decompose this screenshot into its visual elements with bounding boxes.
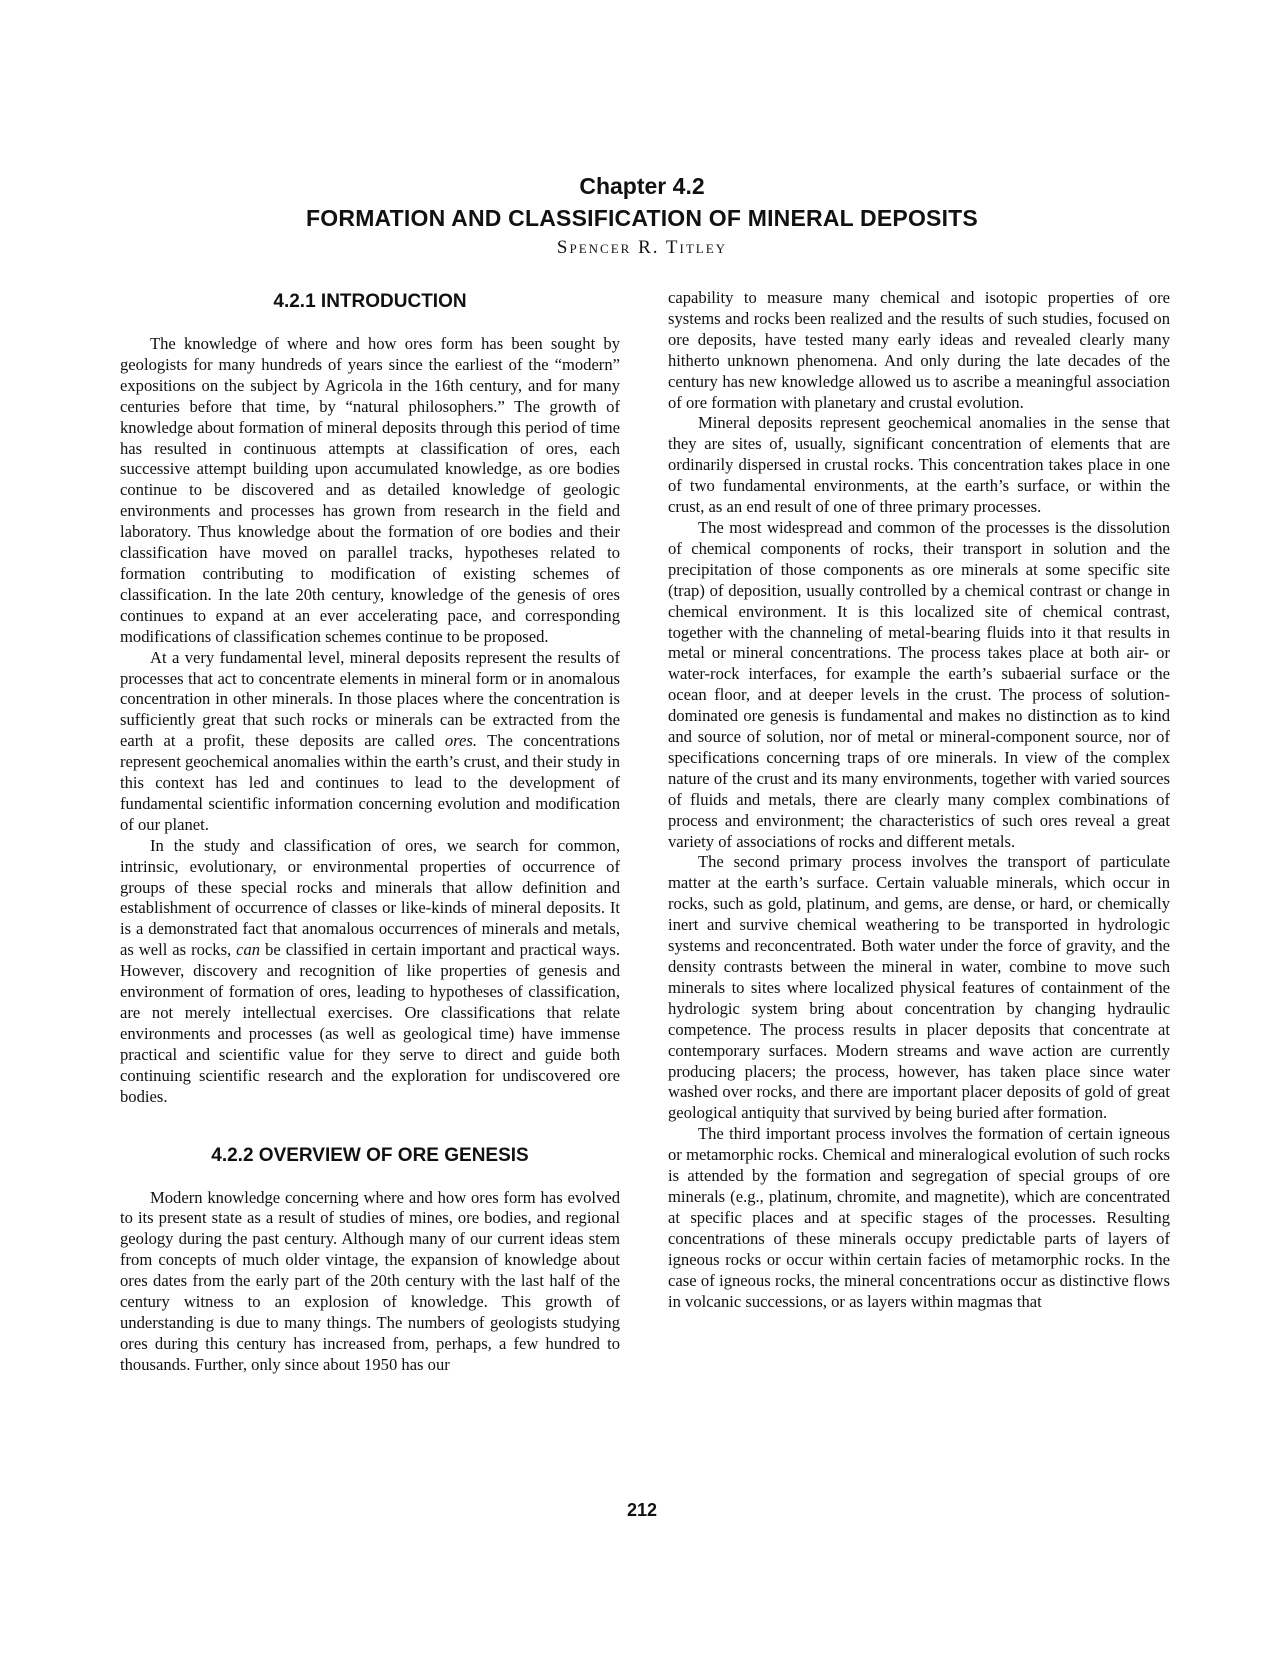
paragraph: The most widespread and common of the processes is the dissolution of chemical components of rocks, their transport in solution and the precipitation of those components as ore minerals at some specific site (trap) of deposition, usually controlled by a chemical contrast or change in chemical environment. It is this localized site of chemical contrast, together with the channeling of metal-bearing fluids into it that results in metal or mineral concentrations. The process takes place at both air- or water-rock interfaces, for example the earth’s subaerial surface or the ocean floor, and at deeper levels in the crust. The process of solution-dominated ore genesis is fundamental and makes no distinction as to kind and source of solution, nor of metal or mineral-component source, nor of specifications concerning traps of ore minerals. In view of the complex nature of the crust and its many environments, together with varied sources of fluids and metals, there are clearly many complex combinations of process and environment; the characteristics of such ores reveal a great variety of associations of rocks and different metals. bbox=[668, 517, 1170, 851]
right-column bbox=[668, 288, 1170, 1312]
left-column bbox=[120, 290, 620, 1376]
page-number: 212 bbox=[626, 1500, 658, 1520]
emphasis-text: ores. bbox=[444, 731, 477, 751]
paragraph: The knowledge of where and how ores form has been sought by geologists for many hundreds of years since the earliest of the “modern” expositions on the subject by Agricola in the 16th century, and for many centuries before that time, by “natural philosophers.” The growth of knowledge about formation of mineral deposits through this period of time has resulted in continuous attempts at classification of ores, each successive attempt building upon accumulated knowledge, as ore bodies continue to be discovered and as detailed knowledge of geologic environments and processes has grown from research in the field and laboratory. Thus knowledge about the formation of ore bodies and their classification have moved on parallel tracks, hypotheses related to formation contributing to modification of existing schemes of classification. In the late 20th century, knowledge of the genesis of ores continues to expand at an ever accelerating pace, and corresponding modifications of classification schemes continue to be proposed. bbox=[120, 334, 620, 646]
chapter-title: FORMATION AND CLASSIFICATION OF MINERAL DEPOSITS bbox=[306, 205, 978, 231]
chapter-label: Chapter 4.2 bbox=[579, 173, 705, 199]
chapter-header bbox=[0, 170, 1284, 260]
paragraph-text: be classified in certain important and practical ways. However, discovery and recognition of like properties of genesis and environment of formation of ores, leading to hypotheses of classification, are not merely intellectual exercises. Ore classifications that relate environments and processes (as well as geological time) have immense practical and scientific value for they serve to direct and guide both continuing scientific research and the exploration for undiscovered ore bodies. bbox=[120, 940, 620, 1106]
paragraph bbox=[120, 836, 620, 1108]
paragraph: Mineral deposits represent geochemical anomalies in the sense that they are sites of, usually, significant concentration of elements that are ordinarily dispersed in crustal rocks. This concentration takes place in one of two fundamental environments, at the earth’s surface, or within the crust, as an end result of one of three primary processes. bbox=[668, 413, 1170, 517]
section-heading-overview: 4.2.2 OVERVIEW OF ORE GENESIS bbox=[211, 1144, 529, 1166]
paragraph-text: At a very fundamental level, mineral deposits represent the results of processes that act to concentrate elements in mineral form or in anomalous concentration in other minerals. In those places where the concentration is sufficiently great that such rocks or minerals can be extracted from the earth at a profit, these deposits are called bbox=[120, 647, 620, 751]
paragraph: The third important process involves the formation of certain igneous or metamorphic rocks. Chemical and mineralogical evolution of such rocks is attended by the formation and segregation of special groups of ore minerals (e.g., platinum, chromite, and magnetite), which are concentrated at specific places and at specific stages of the processes. Resulting concentrations of these minerals occupy predictable parts of layers of igneous rocks or occur within certain facies of metamorphic rocks. In the case of igneous rocks, the mineral concentrations occur as distinctive flows in volcanic successions, or as layers within magmas that bbox=[668, 1124, 1170, 1311]
paragraph-text: The concentrations represent geochemical anomalies within the earth’s crust, and their study in this context has led and continues to lead to the development of fundamental scientific information concerning evolution and modification of our planet. bbox=[120, 731, 621, 834]
paragraph: Modern knowledge concerning where and how ores form has evolved to its present state as a result of studies of mines, ore bodies, and regional geology during the past century. Although many of our current ideas stem from concepts of much older vintage, the expansion of knowledge about ores dates from the early part of the 20th century with the last half of the century witness to an explosion of knowledge. This growth of understanding is due to many things. The numbers of geologists studying ores during this century has increased from, perhaps, a few hundred to thousands. Further, only since about 1950 has our bbox=[120, 1187, 620, 1374]
section-heading-introduction: 4.2.1 INTRODUCTION bbox=[273, 291, 467, 312]
paragraph bbox=[120, 648, 620, 836]
author-name: Spencer R. Titley bbox=[556, 237, 728, 258]
emphasis-text: can bbox=[236, 940, 261, 960]
paragraph: The second primary process involves the transport of particulate matter at the earth’s surface. Certain valuable minerals, which occur in rocks, such as gold, platinum, and gems, are dense, or hard, or chemically inert and survive chemical weathering to be transported in hydrologic systems and reconcentrated. Both water under the force of gravity, and the density contrasts between the mineral in water, combine to move such minerals to sites where localized physical features of containment of the hydrologic system bring about concentration by changing hydraulic competence. The process results in placer deposits that concentrate at contemporary surfaces. Modern streams and wave action are currently producing placers; the process, however, has taken place since water washed over rocks, and there are important placer deposits of gold of great geological antiquity that survived by being buried after formation. bbox=[668, 852, 1170, 1123]
paragraph-text: In the study and classification of ores, we search for common, intrinsic, evolutionary, or environmental properties of occurrence of groups of these special rocks and minerals that allow definition and establishment of occurrence of classes or like-kinds of mineral deposits. It is a demonstrated fact that anomalous occurrences of minerals and metals, as well as rocks, bbox=[120, 835, 620, 960]
paragraph: capability to measure many chemical and isotopic properties of ore systems and rocks been realized and the results of such studies, focused on ore deposits, have tested many early ideas and revealed clearly many hitherto unknown phenomena. And only during the late decades of the century has new knowledge allowed us to ascribe a meaningful association of ore formation with planetary and crustal evolution. bbox=[668, 288, 1170, 412]
